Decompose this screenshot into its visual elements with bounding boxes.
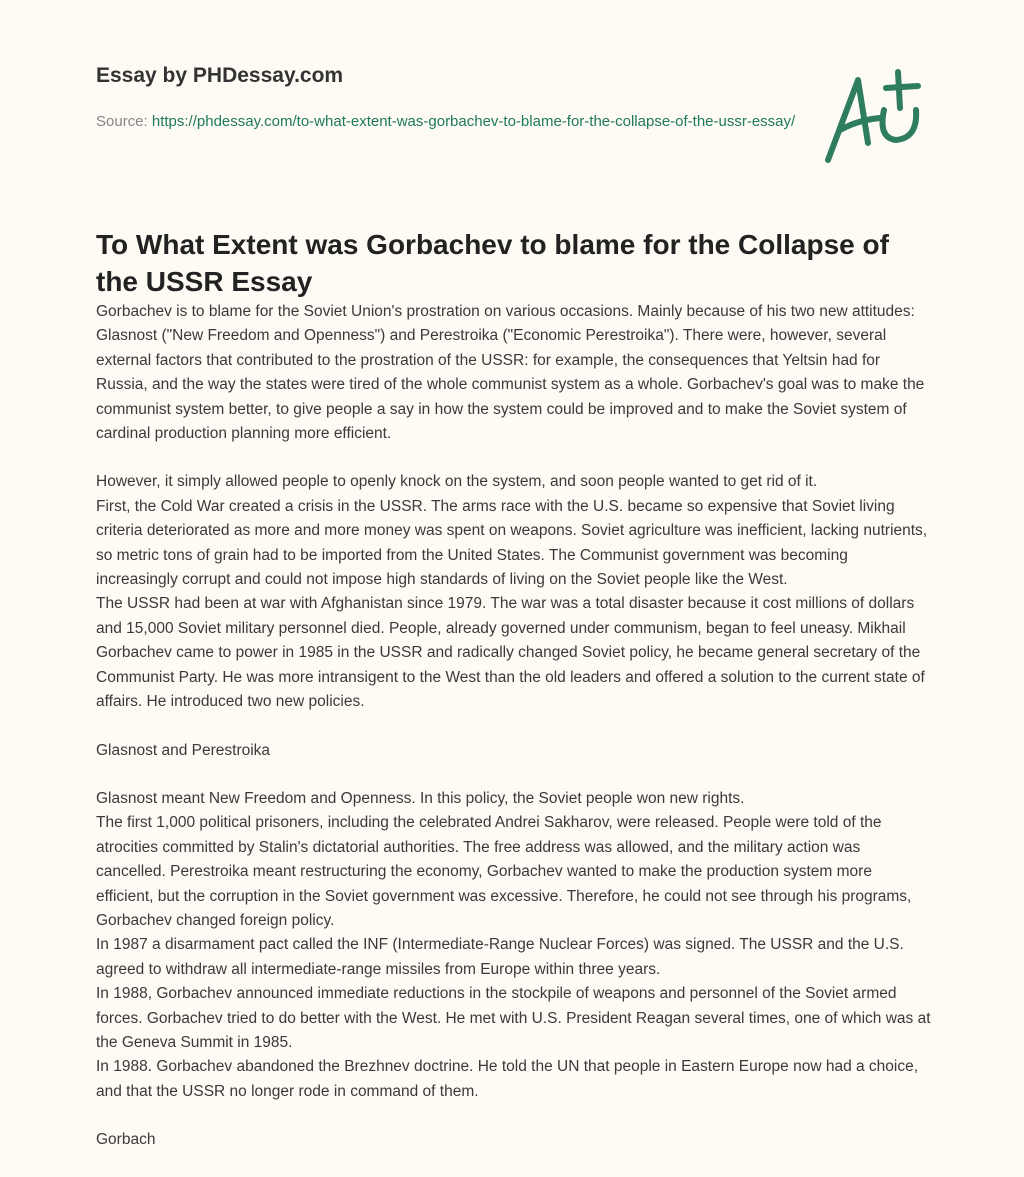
- paragraph-text: The first 1,000 political prisoners, including the celebrated Andrei Sakharov, were released. People were told of the atrocities committed by Stalin's dictatorial authorities. The free address was allowed, and the military action was cancelled. Perestroika meant restructuring the economy, Gorbachev wanted to make the production system more efficient, but the corruption in the Soviet government was excessive. Therefore, he could not see through his programs, Gorbachev changed foreign policy.: [96, 814, 912, 929]
- source-label: Source:: [96, 113, 148, 130]
- paragraph-text: Glasnost and Perestroika: [96, 741, 271, 759]
- paragraph: [96, 470, 932, 714]
- paragraph-text: In 1988, Gorbachev announced immediate reductions in the stockpile of weapons and personnel of the Soviet armed forces. Gorbachev tried to do better with the West. He met with U.S. President Reagan several times, one of which was at the Geneva Summit in 1985.: [96, 985, 931, 1051]
- paragraph-text: First, the Cold War created a crisis in the USSR. The arms race with the U.S. became so expensive that Soviet living criteria deteriorated as more and more money was spent on weapons. Soviet agriculture was inefficient, lacking nutrients, so metric tons of grain had to be imported from the United States. The Communist government was becoming increasingly corrupt and could not impose high standards of living on the Soviet people like the West.: [96, 497, 928, 589]
- source-link[interactable]: https://phdessay.com/to-what-extent-was-gorbachev-to-blame-for-the-collapse-of-the-ussr-essay/: [151, 113, 796, 130]
- paragraph: [96, 1128, 932, 1152]
- paragraph: [96, 300, 932, 446]
- paragraph-text: Gorbachev is to blame for the Soviet Union's prostration on various occasions. Mainly because of his two new attitudes: Glasnost ("New Freedom and Openness") and Perestroika ("Economic Perestroika"). There were, however, several external factors that contributed to the prostration of the USSR: for example, the consequences that Yeltsin had for Russia, and the way the states were tired of the whole communist system as a whole. Gorbachev's goal was to make the communist system better, to give people a say in how the system could be improved and to make the Soviet system of cardinal production planning more efficient.: [96, 303, 925, 443]
- paragraph-text: However, it simply allowed people to openly knock on the system, and soon people wanted to get rid of it.: [96, 473, 818, 491]
- paragraph-text: Glasnost meant New Freedom and Openness. In this policy, the Soviet people won new rights.: [96, 789, 745, 807]
- paragraph-text: The USSR had been at war with Afghanistan since 1979. The war was a total disaster because it cost millions of dollars and 15,000 Soviet military personnel died. People, already governed under communism, began to feel uneasy. Mikhail Gorbachev came to power in 1985 in the USSR and radically changed Soviet policy, he became general secretary of the Communist Party. He was more intransigent to the West than the old leaders and offered a solution to the current state of affairs. He introduced two new policies.: [96, 595, 925, 711]
- paragraph: [96, 787, 932, 1104]
- brand-title: Essay by PHDessay.com: [96, 64, 344, 87]
- paragraph-text: In 1988. Gorbachev abandoned the Brezhnev doctrine. He told the UN that people in Eastern Europe now had a choice, and that the USSR no longer rode in command of them.: [96, 1058, 919, 1100]
- essay-body: [96, 300, 932, 1177]
- site-header: [96, 64, 796, 134]
- paragraph-text: Gorbach: [96, 1131, 156, 1149]
- page-title: To What Extent was Gorbachev to blame for the Collapse of the USSR Essay: [96, 229, 889, 297]
- source-line: [96, 110, 796, 134]
- a-plus-logo: [818, 68, 928, 168]
- paragraph-text: In 1987 a disarmament pact called the INF (Intermediate-Range Nuclear Forces) was signed. The USSR and the U.S. agreed to withdraw all intermediate-range missiles from Europe within three years.: [96, 936, 904, 978]
- section-heading: [96, 739, 932, 763]
